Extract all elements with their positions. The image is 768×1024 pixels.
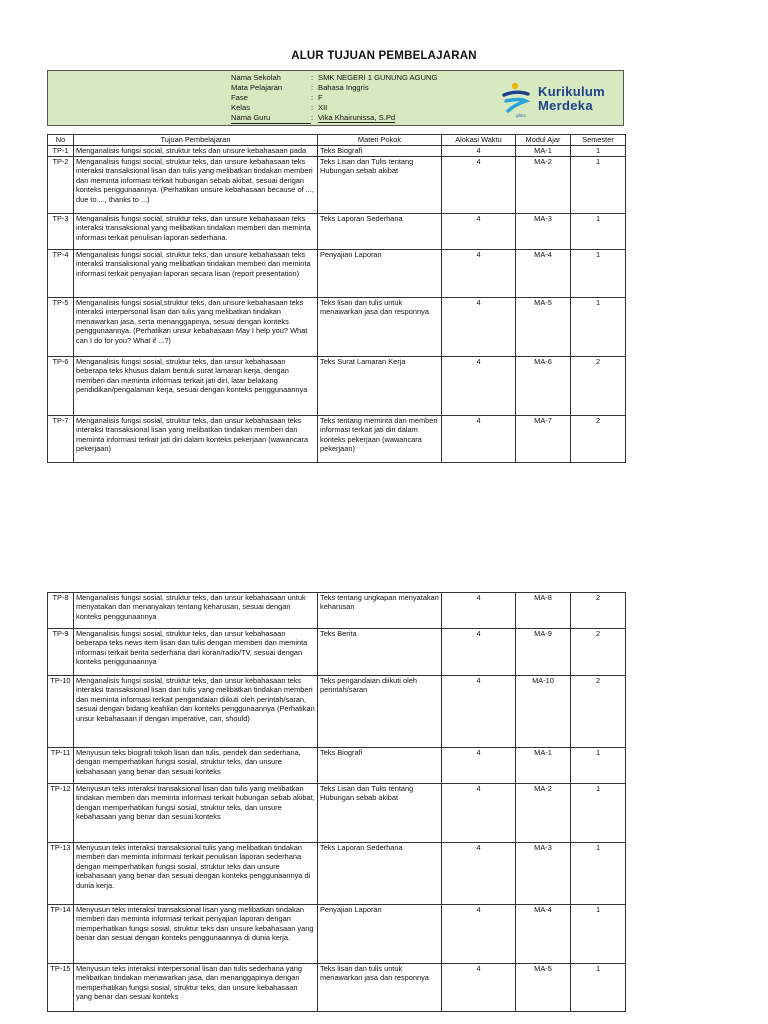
cell-alokasi: 4 (442, 784, 516, 843)
cell-materi: Teks Surat Lamaran Kerja (318, 357, 442, 416)
cell-materi: Teks pengandaian diikuti oleh perintah/saran (318, 676, 442, 748)
cell-no: TP-2 (48, 157, 74, 214)
table-row (48, 146, 626, 157)
table-row (48, 748, 626, 784)
cell-semester: 1 (571, 146, 626, 157)
table-row (48, 593, 626, 629)
cell-tujuan: Menyusun teks interaksi transaksional lisan yang melibatkan tindakan memberi dan meminta informasi terkait penyajian laporan dengan memperhatikan fungsi sosial, struktur teks dan unsure kebahasaan yang benar dan sesuai dengan konteks penggunaannya di dunia kerja. (74, 905, 318, 964)
info-row-teacher (231, 113, 395, 123)
cell-tujuan: Menyusun teks interaksi transaksional lisan dan tulis yang melibatkan tindakan memberi dan meminta informasi terkait hubungan sebab akibat, dengan memperhatikan fungsi sosial, struktur teks, dan unsure kebahasaan yang benar dan sesuai konteks (74, 784, 318, 843)
info-sep: : (311, 83, 314, 92)
cell-no: TP-14 (48, 905, 74, 964)
cell-alokasi: 4 (442, 298, 516, 357)
cell-modul: MA-2 (516, 157, 571, 214)
cell-materi: Teks tentang ungkapan menyatakan keharusan (318, 593, 442, 629)
info-sep: : (311, 113, 314, 122)
info-value: XII (318, 103, 328, 112)
cell-tujuan: Menyusun teks interaksi transaksional tulis yang melibatkan tindakan memberi dan meminta informasi terkait penulisan laporan sederhana dengan memperhatikan fungsi sosial, struktur teks dan unsure kebahasaan yang benar dan sesuai dengan konteks penggunaannya di dunia kerja. (74, 843, 318, 905)
column-header-alokasi: Alokasi Waktu (442, 135, 516, 146)
info-value: SMK NEGERI 1 GUNUNG AGUNG (318, 73, 438, 82)
cell-tujuan: Menganalisis fungsi sosial,struktur teks, dan unsure kebahasaan teks interaksi interpersonal lisan dan tulis yang melibatkan tindakan menawarkan jasa, serta menanggapinya, sesuai dengan konteks penggunaannya. (Perhatikan unsur kebahasaan May I help you? What can I do for you? What if ...?) (74, 298, 318, 357)
cell-modul: MA-5 (516, 964, 571, 1012)
cell-modul: MA-3 (516, 843, 571, 905)
info-row-phase (231, 93, 323, 103)
cell-no: TP-15 (48, 964, 74, 1012)
cell-modul: MA-8 (516, 593, 571, 629)
cell-semester: 1 (571, 298, 626, 357)
cell-semester: 1 (571, 784, 626, 843)
cell-modul: MA-1 (516, 146, 571, 157)
column-header-modul: Modul Ajar (516, 135, 571, 146)
atp-table-2 (47, 592, 626, 1012)
info-label: Mata Pelajaran (231, 83, 283, 92)
cell-no: TP-9 (48, 629, 74, 676)
cell-materi: Penyajian Laporan (318, 250, 442, 298)
cell-no: TP-6 (48, 357, 74, 416)
school-info-box (47, 70, 624, 126)
table-row (48, 214, 626, 250)
info-label: Nama Guru (231, 113, 311, 124)
cell-materi: Teks Berita (318, 629, 442, 676)
info-sep: : (311, 93, 314, 102)
cell-materi: Teks Biografi (318, 748, 442, 784)
cell-modul: MA-3 (516, 214, 571, 250)
cell-no: TP-11 (48, 748, 74, 784)
table-row (48, 964, 626, 1012)
logo-mark-icon (500, 81, 536, 115)
table-row (48, 905, 626, 964)
cell-tujuan: Menyusun teks interaksi interpersonal lisan dan tulis sederhana yang melibatkan tindakan menawarkan jasa, dan menanggapinya dengan memperhatikan fungsi sosial, struktur teks, dan unsure kebahasaan yang benar dan sesuai konteks (74, 964, 318, 1012)
column-header-no: No (48, 135, 74, 146)
table-row (48, 357, 626, 416)
logo-word-kurikulum: Kurikulum (538, 84, 605, 99)
cell-alokasi: 4 (442, 905, 516, 964)
cell-modul: MA-10 (516, 676, 571, 748)
info-label: Fase (231, 93, 248, 102)
cell-no: TP-7 (48, 416, 74, 463)
cell-materi: Teks lisan dan tulis untuk menawarkan jasa dan responnya (318, 298, 442, 357)
info-value: F (318, 93, 323, 102)
cell-modul: MA-4 (516, 250, 571, 298)
page-title: ALUR TUJUAN PEMBELAJARAN (291, 50, 477, 62)
cell-materi: Teks Lisan dan Tulis tentang Hubungan sebab akibat (318, 784, 442, 843)
info-sep: : (311, 73, 314, 82)
cell-semester: 1 (571, 964, 626, 1012)
info-row-class (231, 103, 327, 113)
kurikulum-merdeka-logo (500, 81, 622, 121)
cell-tujuan: Menganalisis fungsi sosial, struktur teks, dan unsur kebahasaan untuk menyatakan dan menanyakan tentang keharusan, sesuai dengan konteks penggunaannya (74, 593, 318, 629)
cell-tujuan: Menganalisis fungsi sosial, struktur teks, dan unsur kebahasaan beberapa teks khusus dalam bentuk surat lamaran kerja, dengan memberi dan meminta informasi terkait jati diri, latar belakang pendidikan/pengalaman kerja, sesuai dengan konteks penggunaannya (74, 357, 318, 416)
cell-tujuan: Menganalisis fungsi social, struktur teks, dan unsure kebahasaan teks interaksi transaksional yang melibatkan tindakan memberi dan meminta informasi terkait penulisan laporan sederhana. (74, 214, 318, 250)
table-row (48, 629, 626, 676)
cell-semester: 1 (571, 748, 626, 784)
cell-no: TP-10 (48, 676, 74, 748)
cell-tujuan: Menganalisis fungsi sosial, struktur teks, dan unsur kebahasaan teks interaksi transaksional lisan dan tulis yang melibatkan tindakan memberi dan meminta informasi terkait pengandaian diikuti oleh perintah/saran, sesuai dengan bidang keahlian dan konteks penggunaannya (Perhatikan unsur kebahasaan if dengan imperative, can, should) (74, 676, 318, 748)
logo-small-text: gbbs (516, 113, 526, 118)
cell-semester: 1 (571, 843, 626, 905)
cell-modul: MA-5 (516, 298, 571, 357)
cell-tujuan: Menyusun teks biografi tokoh lisan dan tulis, pendek dan sederhana, dengan memperhatikan fungsi sosial, struktur teks, dan unsure kebahasaan yang benar dan sesuai konteks (74, 748, 318, 784)
cell-semester: 2 (571, 593, 626, 629)
cell-materi: Teks Laporan Sederhana (318, 843, 442, 905)
cell-semester: 2 (571, 357, 626, 416)
info-row-subject (231, 83, 369, 93)
cell-alokasi: 4 (442, 357, 516, 416)
cell-alokasi: 4 (442, 157, 516, 214)
cell-semester: 2 (571, 676, 626, 748)
cell-alokasi: 4 (442, 964, 516, 1012)
column-header-tujuan: Tujuan Pembelajaran (74, 135, 318, 146)
logo-word-merdeka: Merdeka (538, 98, 593, 113)
table-row (48, 676, 626, 748)
cell-alokasi: 4 (442, 593, 516, 629)
cell-materi: Teks tentang meminta dan memberi informasi terkait jati diri dalam konteks pekerjaan (wawancara pekerjaan) (318, 416, 442, 463)
cell-semester: 1 (571, 250, 626, 298)
cell-semester: 2 (571, 629, 626, 676)
info-label: Nama Sekolah (231, 73, 281, 82)
cell-alokasi: 4 (442, 748, 516, 784)
cell-alokasi: 4 (442, 146, 516, 157)
cell-alokasi: 4 (442, 676, 516, 748)
cell-no: TP-5 (48, 298, 74, 357)
table-row (48, 784, 626, 843)
cell-no: TP-13 (48, 843, 74, 905)
cell-tujuan: Menganalisis fungsi social, struktur teks, dan unsure kebahasaan teks interaksi transaksional lisan dan tulis yang melibatkan tindakan memberi dan meminta informasi terkait hubungan sebab akibat, sesuai dengan konteks penggunaannya. (Perhatikan unsure kebahasaan because of ..., due to ..., thanks to ...) (74, 157, 318, 214)
cell-alokasi: 4 (442, 629, 516, 676)
cell-tujuan: Menganalisis fungsi sosial, struktur teks, dan unsur kebahasaan beberapa teks news item lisan dan tulis dengan memberi dan meminta informasi terkait berita sederhana dari koran/radio/TV, sesuai dengan konteks penggunaannya (74, 629, 318, 676)
cell-materi: Teks Biografi (318, 146, 442, 157)
info-value: Vika Khairunissa, S.Pd (318, 113, 396, 122)
cell-no: TP-8 (48, 593, 74, 629)
cell-semester: 1 (571, 214, 626, 250)
info-value: Bahasa Inggris (318, 83, 369, 92)
cell-tujuan: Menganalisis fungsi social, struktur teks dan unsure kebahasaan pada (74, 146, 318, 157)
cell-modul: MA-9 (516, 629, 571, 676)
column-header-materi: Materi Pokok (318, 135, 442, 146)
table-row (48, 157, 626, 214)
cell-alokasi: 4 (442, 214, 516, 250)
table-header-row (48, 135, 626, 146)
cell-semester: 2 (571, 416, 626, 463)
info-row-school (231, 73, 437, 83)
cell-no: TP-12 (48, 784, 74, 843)
cell-materi: Teks Lisan dan Tulis tentang Hubungan sebab akibat (318, 157, 442, 214)
cell-materi: Teks lisan dan tulis untuk menawarkan jasa dan responnya (318, 964, 442, 1012)
cell-tujuan: Menganalisis fungsi social, struktur teks, dan unsure kebahasaan teks interaksi transaksional yang melibatkan tindakan memberi dan meminta informasi terkait penyajian laporan secara lisan (report presentation) (74, 250, 318, 298)
cell-modul: MA-7 (516, 416, 571, 463)
atp-table-1 (47, 134, 626, 463)
cell-no: TP-1 (48, 146, 74, 157)
cell-alokasi: 4 (442, 843, 516, 905)
table-row (48, 250, 626, 298)
cell-materi: Teks Laporan Sederhana (318, 214, 442, 250)
cell-tujuan: Menganalisis fungsi sosial, struktur teks, dan unsur kebahasaan teks interaksi transaksional lisan yang melibatkan tindakan memberi dan meminta informasi terkait jati diri dalam konteks pekerjaan (wawancara pekerjaan) (74, 416, 318, 463)
cell-modul: MA-1 (516, 748, 571, 784)
cell-modul: MA-4 (516, 905, 571, 964)
info-sep: : (311, 103, 314, 112)
info-label: Kelas (231, 103, 250, 112)
table-row (48, 843, 626, 905)
cell-modul: MA-6 (516, 357, 571, 416)
cell-materi: Penyajian Laporan (318, 905, 442, 964)
cell-modul: MA-2 (516, 784, 571, 843)
cell-alokasi: 4 (442, 250, 516, 298)
cell-alokasi: 4 (442, 416, 516, 463)
table-row (48, 416, 626, 463)
cell-semester: 1 (571, 905, 626, 964)
cell-no: TP-3 (48, 214, 74, 250)
table-row (48, 298, 626, 357)
cell-no: TP-4 (48, 250, 74, 298)
cell-semester: 1 (571, 157, 626, 214)
column-header-semester: Semester (571, 135, 626, 146)
